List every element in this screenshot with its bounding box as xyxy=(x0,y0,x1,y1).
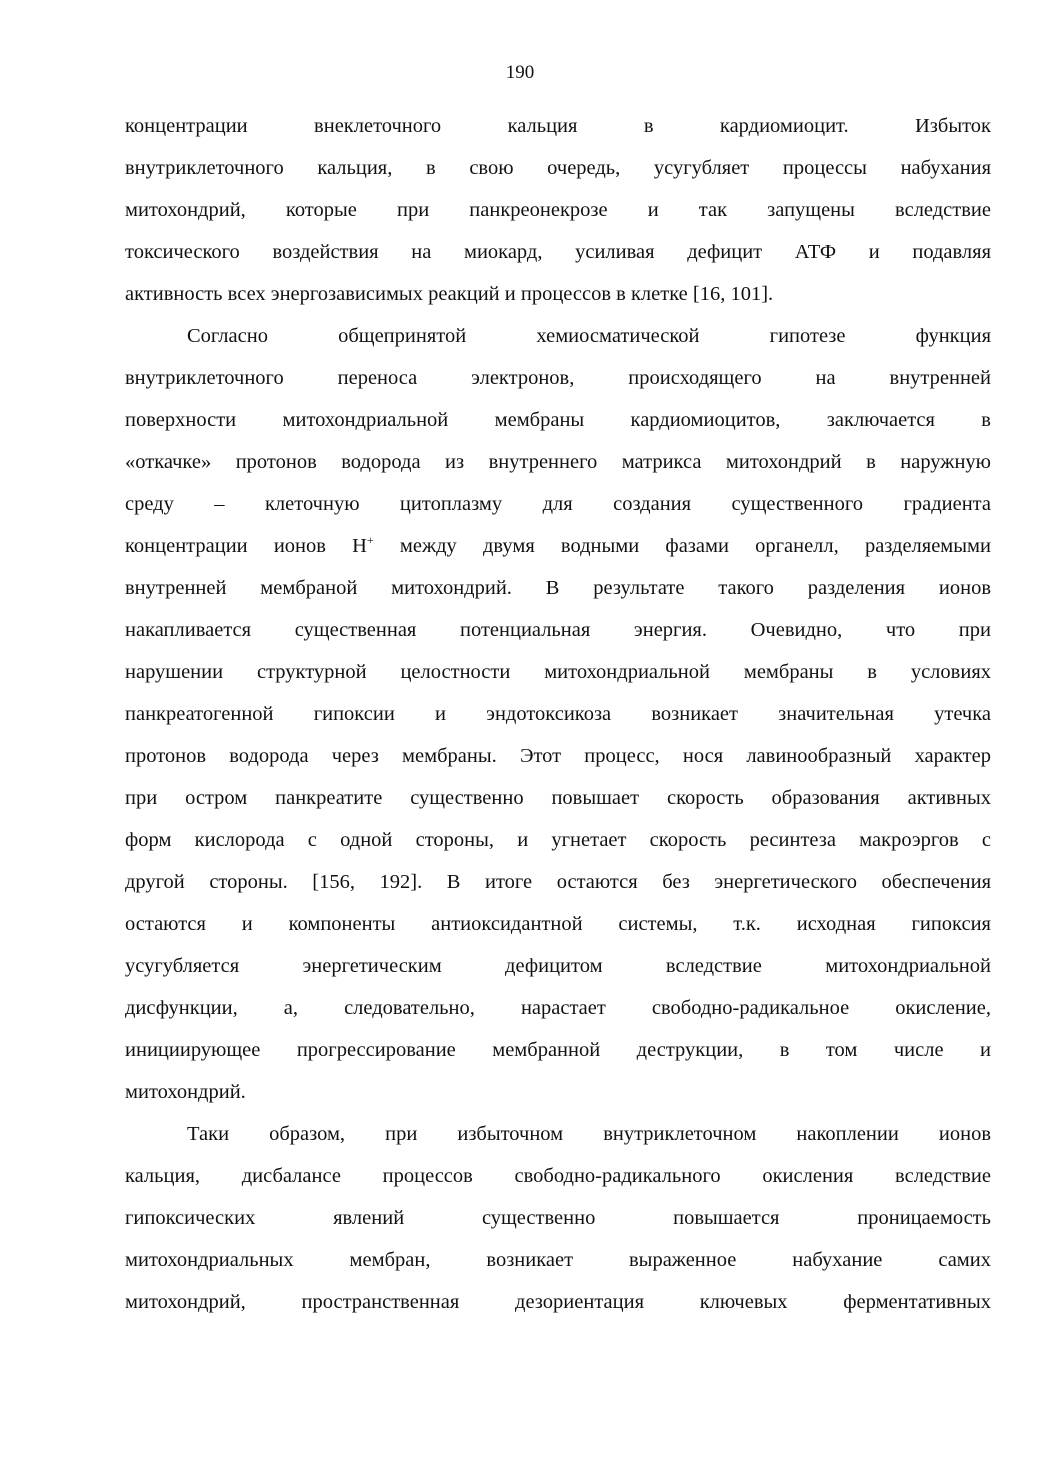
text-line xyxy=(125,693,991,735)
text-line-content: форм кислорода с одной стороны, и угнетает скорость ресинтеза макроэргов с xyxy=(125,829,991,851)
text-line xyxy=(125,441,991,483)
text-line xyxy=(125,273,991,315)
text-line xyxy=(125,1113,991,1155)
text-line xyxy=(125,609,991,651)
text-line xyxy=(125,1155,991,1197)
text-line-content: митохондрий, пространственная дезориентация ключевых ферментативных xyxy=(125,1291,991,1313)
text-line-content: активность всех энергозависимых реакций и процессов в клетке [16, 101]. xyxy=(125,283,774,305)
text-line-content: митохондрий. xyxy=(125,1081,246,1103)
text-line xyxy=(125,525,991,567)
text-line xyxy=(125,399,991,441)
text-line xyxy=(125,483,991,525)
text-line-content: инициирующее прогрессирование мембранной деструкции, в том числе и xyxy=(125,1039,991,1061)
text-line xyxy=(125,651,991,693)
text-line-content: концентрации ионов Н xyxy=(125,535,367,557)
text-line xyxy=(125,861,991,903)
text-line xyxy=(125,987,991,1029)
text-line-content: токсического воздействия на миокард, усиливая дефицит АТФ и подавляя xyxy=(125,241,991,263)
text-line-content: внутриклеточного переноса электронов, происходящего на внутренней xyxy=(125,367,991,389)
text-line-content: Согласно общепринятой хемиосматической гипотезе функция xyxy=(187,325,991,347)
text-line-content: другой стороны. [156, 192]. В итоге остаются без энергетического обеспечения xyxy=(125,871,991,893)
text-line xyxy=(125,945,991,987)
text-line xyxy=(125,231,991,273)
text-line-content: кальция, дисбалансе процессов свободно-радикального окисления вследствие xyxy=(125,1165,991,1187)
text-line-content: среду – клеточную цитоплазму для создания существенного градиента xyxy=(125,493,991,515)
text-line xyxy=(125,147,991,189)
body-text xyxy=(125,105,991,1323)
text-line-content: дисфункции, а, следовательно, нарастает свободно-радикальное окисление, xyxy=(125,997,991,1019)
text-line xyxy=(125,567,991,609)
text-line xyxy=(125,189,991,231)
text-line xyxy=(125,1281,991,1323)
text-line-content: усугубляется энергетическим дефицитом вследствие митохондриальной xyxy=(125,955,991,977)
text-line xyxy=(125,777,991,819)
text-line-content: протонов водорода через мембраны. Этот процесс, нося лавинообразный характер xyxy=(125,745,991,767)
text-line xyxy=(125,315,991,357)
text-line-content: накапливается существенная потенциальная энергия. Очевидно, что при xyxy=(125,619,991,641)
text-line xyxy=(125,903,991,945)
text-line-content: концентрации внеклеточного кальция в кардиомиоцит. Избыток xyxy=(125,115,991,137)
text-line xyxy=(125,819,991,861)
text-line-content: митохондриальных мембран, возникает выраженное набухание самих xyxy=(125,1249,991,1271)
text-line-content: панкреатогенной гипоксии и эндотоксикоза возникает значительная утечка xyxy=(125,703,991,725)
text-line-content: Таки образом, при избыточном внутриклеточном накоплении ионов xyxy=(187,1123,991,1145)
text-line xyxy=(125,1239,991,1281)
superscript: + xyxy=(366,533,374,547)
text-line xyxy=(125,1197,991,1239)
text-line xyxy=(125,357,991,399)
text-line-content: нарушении структурной целостности митохондриальной мембраны в условиях xyxy=(125,661,991,683)
text-line xyxy=(125,735,991,777)
text-line-content: внутриклеточного кальция, в свою очередь, усугубляет процессы набухания xyxy=(125,157,991,179)
text-line xyxy=(125,105,991,147)
text-line-content: внутренней мембраной митохондрий. В результате такого разделения ионов xyxy=(125,577,991,599)
text-line-content: гипоксических явлений существенно повышается проницаемость xyxy=(125,1207,991,1229)
text-line-continuation: между двумя водными фазами органелл, разделяемыми xyxy=(373,535,991,557)
text-line-content: «откачке» протонов водорода из внутреннего матрикса митохондрий в наружную xyxy=(125,451,991,473)
text-line-content: поверхности митохондриальной мембраны кардиомиоцитов, заключается в xyxy=(125,409,991,431)
page-number: 190 xyxy=(505,62,535,83)
text-line-content: митохондрий, которые при панкреонекрозе и так запущены вследствие xyxy=(125,199,991,221)
text-line xyxy=(125,1029,991,1071)
text-line-content: при остром панкреатите существенно повышает скорость образования активных xyxy=(125,787,991,809)
text-line-content: остаются и компоненты антиоксидантной системы, т.к. исходная гипоксия xyxy=(125,913,991,935)
text-line xyxy=(125,1071,991,1113)
